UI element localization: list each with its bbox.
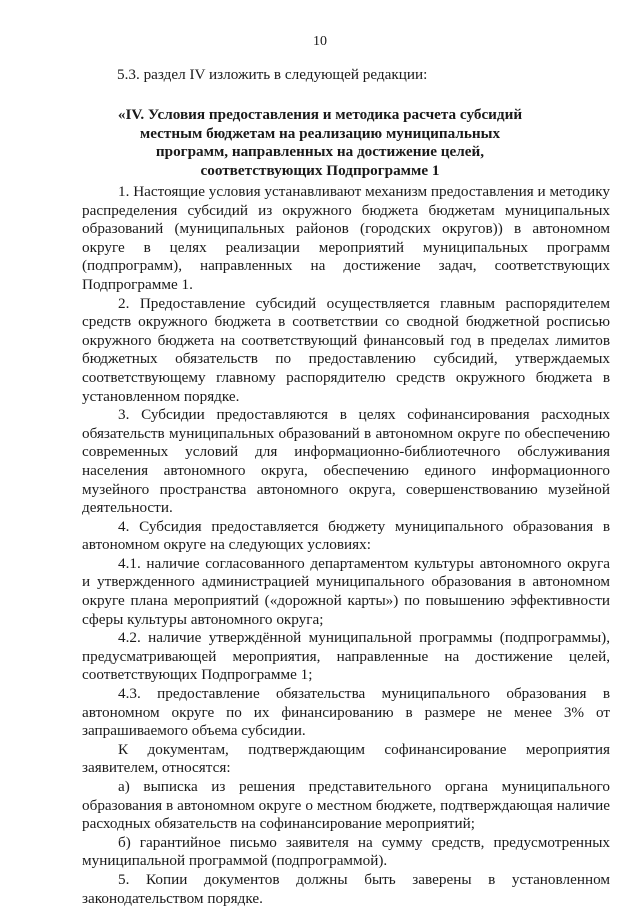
paragraph-3: 3. Субсидии предоставляются в целях софинансирования расходных обязательств муниципальных образований в автономном округе по обеспечению современных условий для информационно-библиотечного обслуживания населения автономного округа, обеспечению единого информационного музейного пространства автономного округа, совершенствованию музейной деятельности.: [82, 406, 610, 517]
intro-line: 5.3. раздел IV изложить в следующей редакции:: [117, 66, 428, 83]
heading-line-4: соответствующих Подпрограмме 1: [200, 161, 440, 179]
heading-line-1: «IV. Условия предоставления и методика расчета субсидий: [117, 106, 523, 123]
paragraph-a: а) выписка из решения представительного органа муниципального образования в автономном округе о местном бюджете, подтверждающая наличие расходных обязательств на софинансирование мероприятий;: [82, 778, 610, 833]
paragraph-4-2: 4.2. наличие утверждённой муниципальной программы (подпрограммы), предусматривающей мероприятия, направленные на достижение целей, соответствующих Подпрограмме 1;: [82, 629, 610, 684]
paragraph-5: 5. Копии документов должны быть заверены в установленном законодательством порядке.: [82, 870, 610, 907]
paragraph-b: б) гарантийное письмо заявителя на сумму средств, предусмотренных муниципальной программой (подпрограммой).: [82, 833, 610, 870]
paragraph-documents: К документам, подтверждающим софинансирование мероприятия заявителем, относятся:: [82, 740, 610, 777]
paragraph-1: 1. Настоящие условия устанавливают механизм предоставления и методику распределения субсидий из окружного бюджета бюджетам муниципальных образований (муниципальных районов (городских округов)) в автономном округе в целях реализации мероприятий муниципальных программ (подпрограмм), направленных на достижение задач, соответствующих Подпрограмме 1.: [82, 183, 610, 293]
paragraph-2: 2. Предоставление субсидий осуществляется главным распорядителем средств окружного бюджета в соответствии со сводной бюджетной росписью окружного бюджета на соответствующий финансовый год в пределах лимитов бюджетных обязательств по предоставлению субсидий, утверждаемых соответствующему главному распорядителю средств окружного бюджета в установленном порядке.: [82, 294, 610, 405]
paragraph-4-3: 4.3. предоставление обязательства муниципального образования в автономном округе по их финансированию в размере не менее 3% от запрашиваемого объема субсидии.: [82, 685, 610, 740]
page-number: 10: [313, 34, 327, 49]
heading-line-2: местным бюджетам на реализацию муниципальных: [139, 124, 501, 142]
paragraph-4: 4. Субсидия предоставляется бюджету муниципального образования в автономном округе на следующих условиях:: [82, 517, 610, 554]
heading-line-3: программ, направленных на достижение целей,: [155, 143, 485, 160]
document-body: [82, 183, 610, 908]
paragraph-4-1: 4.1. наличие согласованного департаментом культуры автономного округа и утвержденного администрацией муниципального образования в автономном округе плана мероприятий («дорожной карты») по повышению эффективности сферы культуры автономного округа;: [82, 554, 610, 628]
section-heading: [60, 106, 580, 180]
